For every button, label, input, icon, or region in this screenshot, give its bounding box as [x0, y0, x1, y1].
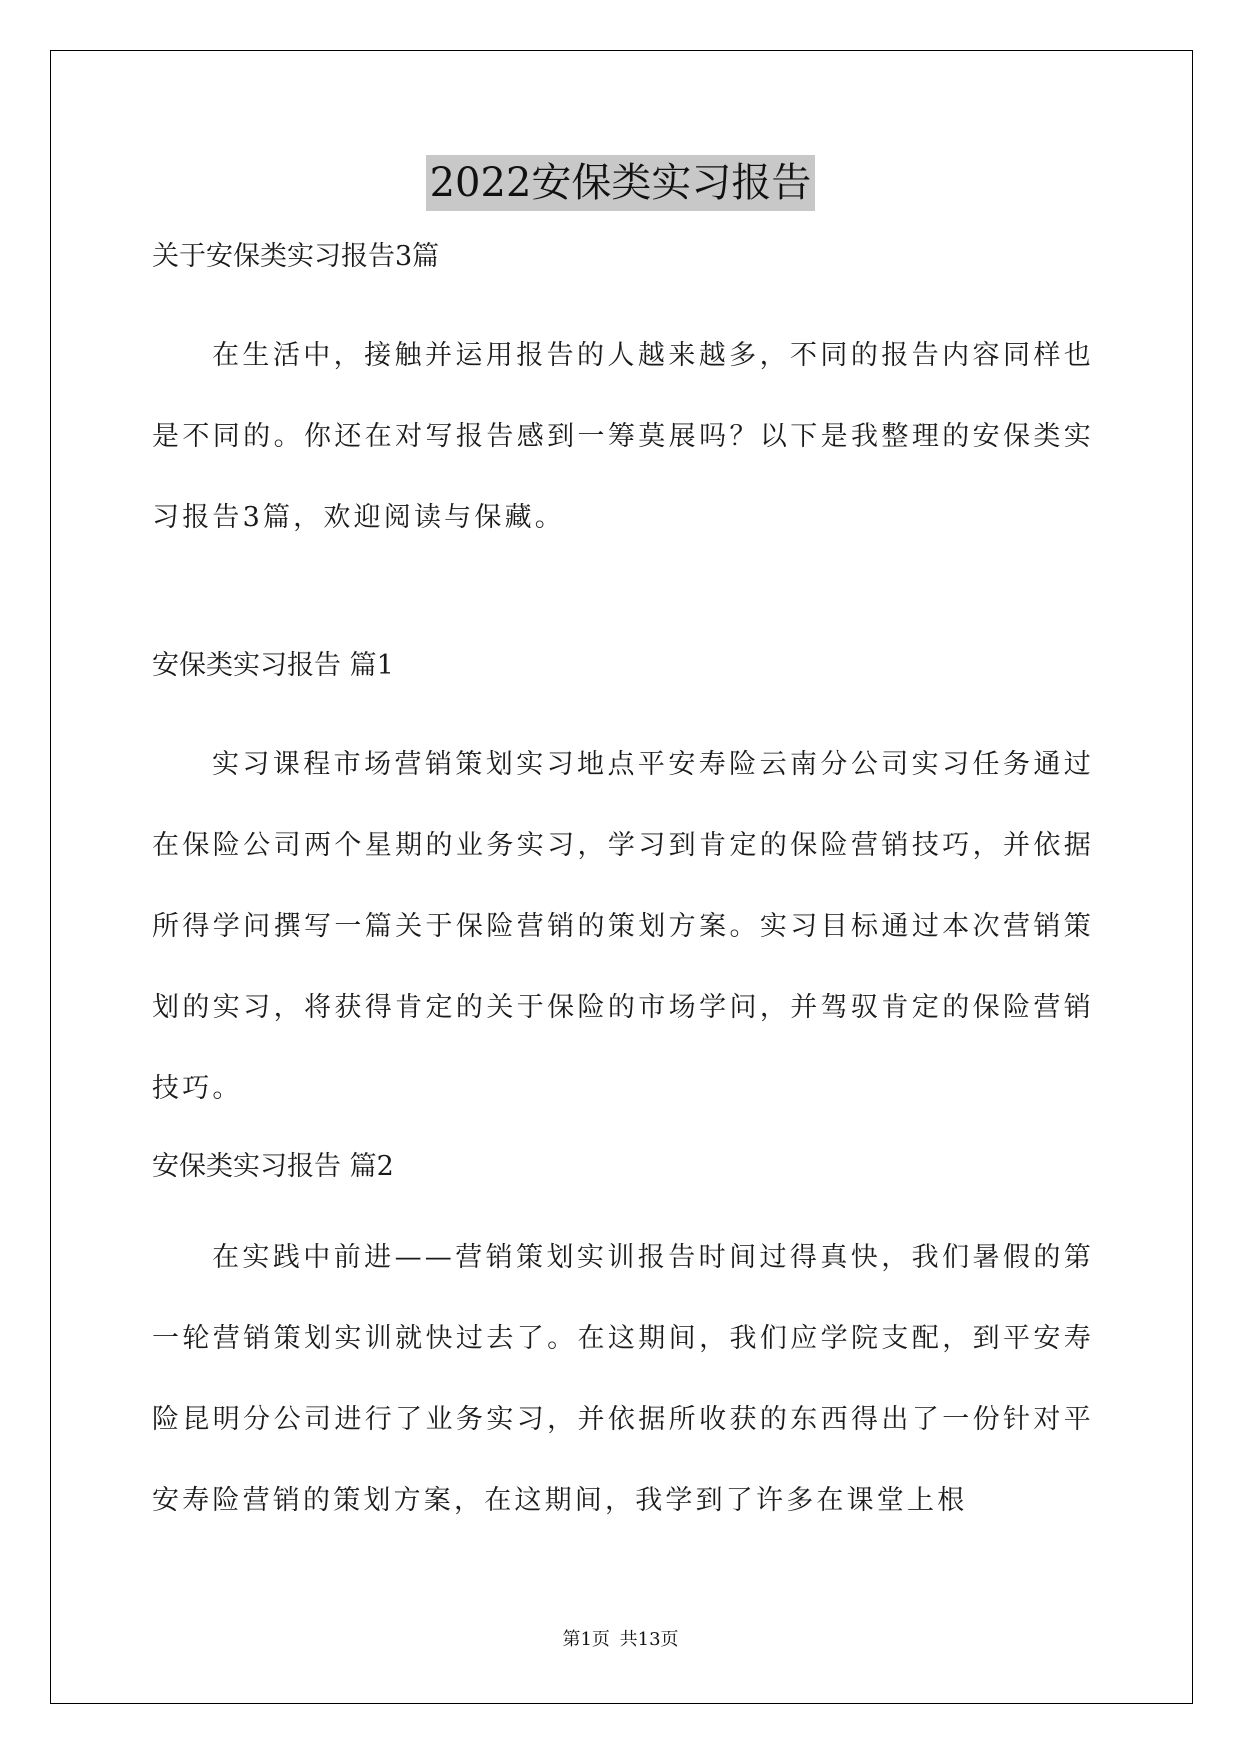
intro-paragraph: 在生活中，接触并运用报告的人越来越多，不同的报告内容同样也是不同的。你还在对写报告感到一筹莫展吗？以下是我整理的安保类实习报告3篇，欢迎阅读与保藏。 — [152, 340, 1094, 533]
title-container — [0, 155, 1241, 211]
section-body-1: 实习课程市场营销策划实习地点平安寿险云南分公司实习任务通过在保险公司两个星期的业务实习，学习到肯定的保险营销技巧，并依据所得学问撰写一篇关于保险营销的策划方案。实习目标通过本次营销策划的实习，将获得肯定的关于保险的市场学问，并驾驭肯定的保险营销技巧。 — [152, 749, 1094, 1104]
page-total: 共13页 — [619, 1629, 679, 1650]
document-body — [152, 237, 1094, 1541]
section-heading-1: 安保类实习报告 篇1 — [152, 650, 394, 681]
document-subtitle: 关于安保类实习报告3篇 — [152, 241, 440, 272]
section-body-2: 在实践中前进——营销策划实训报告时间过得真快，我们暑假的第一轮营销策划实训就快过去了。在这期间，我们应学院支配，到平安寿险昆明分公司进行了业务实习，并依据所收获的东西得出了一份针对平安寿险营销的策划方案，在这期间，我学到了许多在课堂上根 — [152, 1242, 1094, 1516]
document-title: 2022安保类实习报告 — [426, 155, 816, 211]
page-number: 第1页 — [562, 1629, 610, 1650]
page-footer — [0, 1628, 1241, 1652]
section-heading-2: 安保类实习报告 篇2 — [152, 1151, 394, 1182]
